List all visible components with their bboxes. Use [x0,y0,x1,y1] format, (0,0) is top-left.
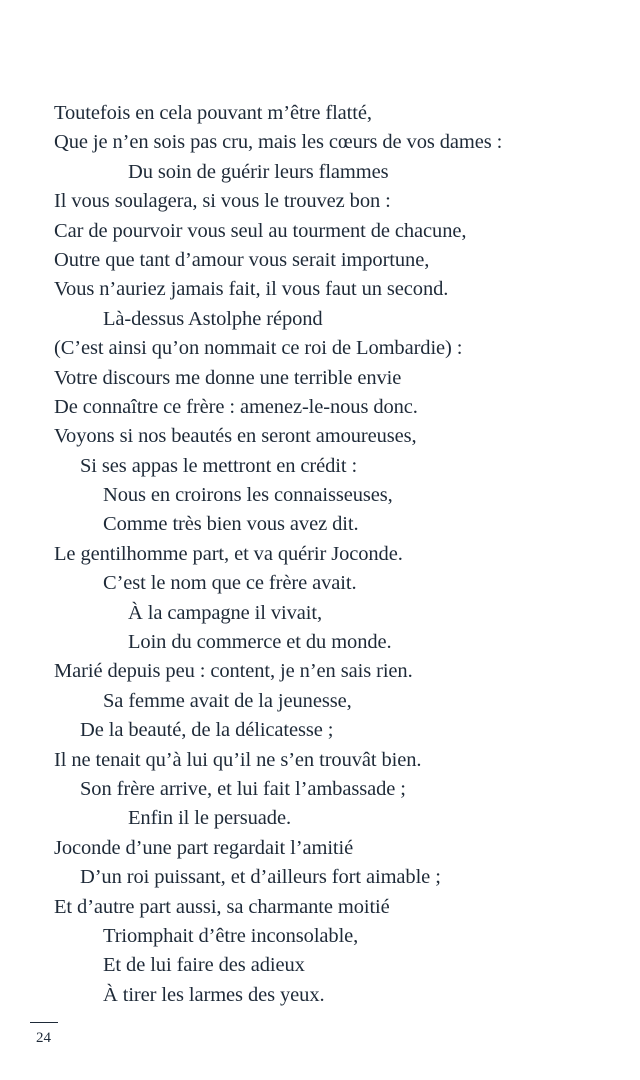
poem-line: Sa femme avait de la jeunesse, [103,689,352,712]
poem-line: Loin du commerce et du monde. [128,631,392,654]
poem-line: Et d’autre part aussi, sa charmante moitié [54,895,390,918]
page-number: 24 [36,1030,51,1046]
poem-line: Il vous soulagera, si vous le trouvez bon : [54,190,391,213]
poem-line: C’est le nom que ce frère avait. [103,572,357,595]
poem-line: Nous en croirons les connaisseuses, [103,484,393,507]
poem-line: À la campagne il vivait, [128,601,322,624]
poem-line: (C’est ainsi qu’on nommait ce roi de Lombardie) : [54,337,463,360]
poem-line: Et de lui faire des adieux [103,954,305,977]
poem-line: Outre que tant d’amour vous serait importune, [54,248,430,271]
poem-line: Le gentilhomme part, et va quérir Joconde. [54,542,403,565]
poem-line: Triomphait d’être inconsolable, [103,924,359,947]
poem-line: De la beauté, de la délicatesse ; [80,719,334,742]
poem-line: Comme très bien vous avez dit. [103,513,359,536]
poem-line: Voyons si nos beautés en seront amoureuses, [54,425,417,448]
poem-line: Là-dessus Astolphe répond [103,307,323,330]
poem-line: Toutefois en cela pouvant m’être flatté, [54,102,372,124]
poem-line: Du soin de guérir leurs flammes [128,160,389,183]
poem-line: Que je n’en sois pas cru, mais les cœurs de vos dames : [54,131,503,154]
poem-line: Car de pourvoir vous seul au tourment de chacune, [54,219,467,242]
poem-line: Vous n’auriez jamais fait, il vous faut un second. [54,278,449,301]
poem-line: Marié depuis peu : content, je n’en sais rien. [54,660,413,683]
poem-line: Si ses appas le mettront en crédit : [80,454,358,477]
page-number-rule [30,1022,58,1023]
poem-line: Joconde d’une part regardait l’amitié [54,836,354,859]
poem-line: De connaître ce frère : amenez-le-nous donc. [54,395,418,418]
poem-line: Enfin il le persuade. [128,807,291,830]
poem-line: Votre discours me donne une terrible envie [54,366,402,389]
poem-line: Il ne tenait qu’à lui qu’il ne s’en trouvât bien. [54,748,422,771]
poem-text [54,99,634,1010]
poem-line: Son frère arrive, et lui fait l’ambassade ; [80,777,406,800]
poem-line: D’un roi puissant, et d’ailleurs fort aimable ; [80,866,441,889]
poem-line: À tirer les larmes des yeux. [103,983,325,1006]
